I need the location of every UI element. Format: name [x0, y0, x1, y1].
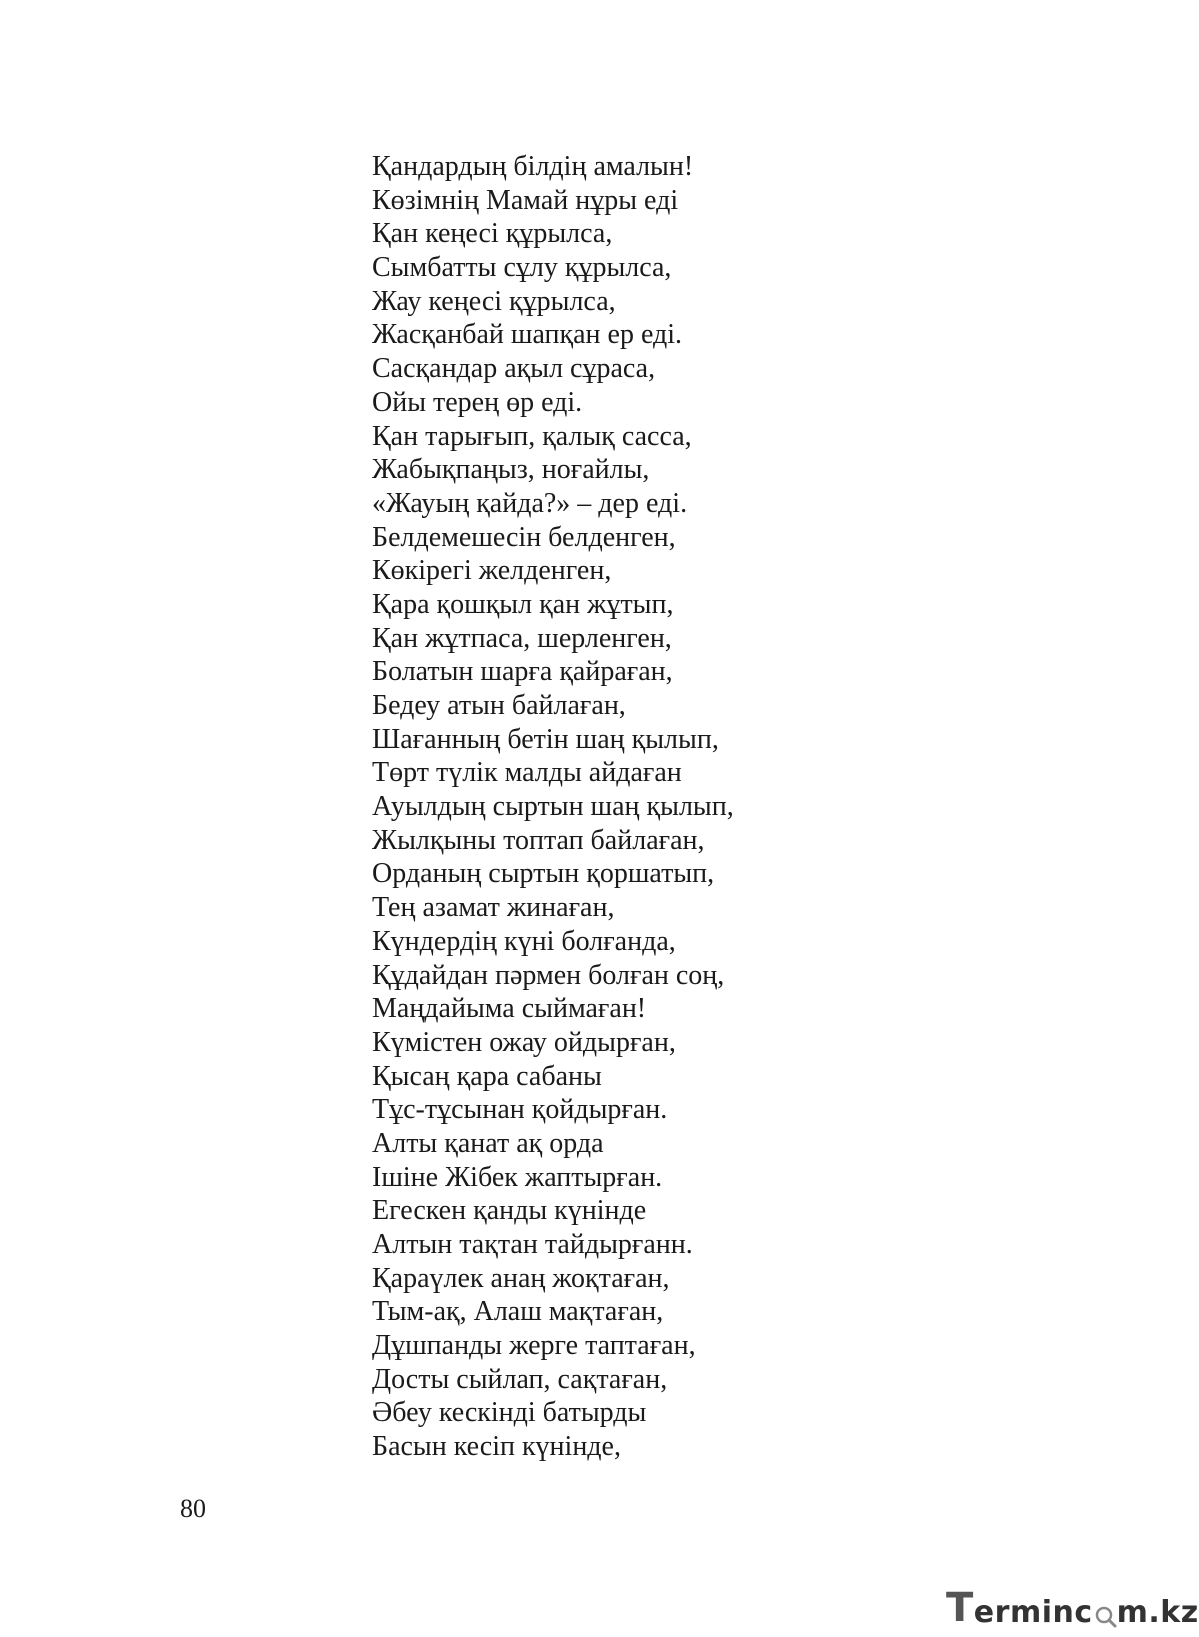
poem-line: Ішіне Жібек жаптырған.	[372, 1161, 663, 1193]
poem-line: Бедеу атын байлаған,	[372, 690, 626, 721]
poem-line: Қара қошқыл қан жұтып,	[372, 588, 674, 620]
logo-letter-t: T	[946, 1585, 974, 1631]
page-number: 80	[180, 1494, 206, 1523]
poem-line: Қан жұтпаса, шерленген,	[372, 622, 672, 654]
poem-line: Сымбатты сұлу құрылса,	[372, 252, 672, 284]
poem-line: «Жауың қайда?» – дер еді.	[372, 487, 688, 519]
poem-line: Қан тарығып, қалық сасса,	[372, 420, 692, 452]
poem-line: Жылқыны топтап байлаған,	[372, 824, 705, 856]
poem-line: Ойы терең өр еді.	[372, 386, 583, 418]
poem-line: Күмістен ожау ойдырған,	[372, 1026, 676, 1058]
poem-line: Ауылдың сыртын шаң қылып,	[372, 791, 734, 823]
poem-line: Сасқандар ақыл сұраса,	[372, 353, 656, 385]
poem-line: Алты қанат ақ орда	[372, 1127, 604, 1159]
poem-line: Жабықпаңыз, ноғайлы,	[372, 454, 650, 486]
poem-line: Көкірегі желденген,	[372, 555, 612, 587]
poem-line: Тең азамат жинаған,	[372, 892, 615, 924]
termincom-logo	[946, 1580, 1199, 1631]
logo-text-part1: erminc	[973, 1595, 1093, 1630]
poem-line: Орданың сыртын қоршатып,	[372, 858, 715, 890]
poem-line: Тым-ақ, Алаш мақтаған,	[372, 1296, 664, 1328]
poem-line: Басын кесіп күнінде,	[372, 1431, 621, 1463]
poem-line: Қандардың білдің амалын!	[372, 151, 694, 182]
poem-line: Қан кеңесі құрылса,	[372, 218, 613, 250]
poem-line: Жау кеңесі құрылса,	[372, 285, 616, 317]
poem-line: Төрт түлік малды айдаған	[372, 757, 682, 789]
poem-line: Досты сыйлап, сақтаған,	[372, 1363, 668, 1395]
logo-text-part2: m.kz	[1116, 1595, 1199, 1630]
poem-line: Қысаң қара сабаны	[372, 1060, 602, 1092]
poem-text	[372, 150, 734, 1464]
poem-line: Тұс-тұсынан қойдырған.	[372, 1094, 668, 1126]
poem-line: Шағанның бетін шаң қылып,	[372, 723, 719, 755]
magnifier-icon	[1094, 1605, 1116, 1627]
poem-line: Болатын шарға қайраған,	[372, 656, 673, 688]
poem-line: Әбеу кескінді батырды	[372, 1397, 647, 1429]
poem-line: Дұшпанды жерге таптаған,	[372, 1330, 696, 1362]
poem-line: Көзімнің Мамай нұры еді	[372, 184, 679, 216]
poem-line: Алтын тақтан тайдырғанн.	[372, 1229, 693, 1260]
poem-line: Жасқанбай шапқан ер еді.	[372, 319, 683, 351]
poem-line: Күндердің күні болғанда,	[372, 925, 676, 957]
poem-line: Маңдайыма сыймаған!	[372, 993, 647, 1025]
poem-line: Құдайдан пәрмен болған соң,	[372, 959, 725, 991]
poem-line: Белдемешесін белденген,	[372, 521, 676, 553]
poem-line: Егескен қанды күнінде	[372, 1195, 647, 1227]
poem-line: Қараүлек анаң жоқтаған,	[372, 1262, 670, 1294]
